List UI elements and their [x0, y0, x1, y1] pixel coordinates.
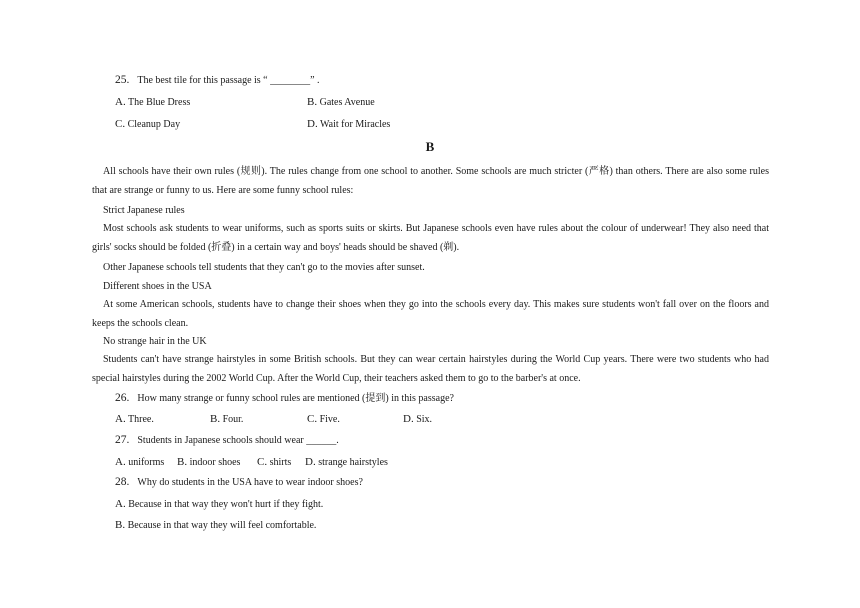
option-letter: A.	[115, 96, 126, 108]
paragraph-usa-shoes: At some American schools, students have to change their shoes when they go into the schools every day. This makes sure students won't fall over on the floors and keeps the schools clean.	[92, 299, 769, 329]
option-text: Because in that way they won't hurt if they fight.	[128, 499, 324, 510]
option-letter: B.	[210, 413, 221, 425]
option-text: shirts	[269, 457, 292, 468]
option-b	[307, 96, 375, 109]
option-letter: C.	[257, 456, 268, 468]
option-letter: C.	[115, 118, 126, 130]
question-stem: How many strange or funny school rules are mentioned (提到) in this passage?	[137, 393, 454, 404]
option-b	[177, 456, 240, 469]
option-text: strange hairstyles	[318, 457, 388, 468]
option-text: Cleanup Day	[127, 119, 181, 130]
option-text: Four.	[222, 414, 244, 425]
option-b	[115, 519, 316, 532]
question-25	[115, 74, 320, 87]
question-stem: Why do students in the USA have to wear indoor shoes?	[137, 477, 363, 488]
option-letter: D.	[307, 118, 318, 130]
heading-uk: No strange hair in the UK	[103, 336, 207, 347]
question-27	[115, 434, 339, 447]
heading-usa: Different shoes in the USA	[103, 281, 212, 292]
option-text: The Blue Dress	[128, 97, 191, 108]
option-letter: B.	[115, 519, 126, 531]
option-letter: B.	[177, 456, 188, 468]
question-number: 26.	[115, 392, 130, 404]
question-stem: The best tile for this passage is “ ________” .	[137, 75, 320, 86]
option-letter: A.	[115, 413, 126, 425]
option-letter: A.	[115, 456, 126, 468]
heading-japan: Strict Japanese rules	[103, 205, 185, 216]
paragraph-japan-uniforms: Most schools ask students to wear uniforms, such as sports suits or skirts. But Japanese schools even have rules about the colour of underwear! They also need that girls' socks should be folded (折叠) in a certain way and boys' heads should be shaved (剃).	[92, 223, 769, 253]
option-b	[210, 413, 243, 426]
option-text: Because in that way they will feel comfortable.	[127, 520, 317, 531]
option-a	[115, 456, 164, 469]
question-number: 28.	[115, 476, 130, 488]
option-text: Six.	[416, 414, 433, 425]
intro-paragraph: All schools have their own rules (规则). The rules change from one school to another. Some schools are much stricter (严格) than others. There are also some rules that are strange or funny to us. Here are some funny school rules:	[92, 166, 769, 196]
option-a	[115, 96, 190, 109]
option-text: Three.	[128, 414, 154, 425]
option-letter: D.	[403, 413, 414, 425]
option-a	[115, 498, 323, 511]
option-c	[115, 118, 180, 131]
option-c	[257, 456, 291, 469]
paragraph-uk-hair: Students can't have strange hairstyles in some British schools. But they can wear certain hairstyles during the World Cup years. There were two students who had special hairstyles during the 2002 World Cup. After the World Cup, their teachers asked them to go to the barber's at once.	[92, 354, 769, 384]
question-stem: Students in Japanese schools should wear ______.	[137, 435, 339, 446]
option-text: Gates Avenue	[319, 97, 375, 108]
option-c	[307, 413, 340, 426]
section-title: B	[425, 139, 435, 154]
question-28	[115, 476, 363, 489]
question-26	[115, 392, 454, 405]
option-letter: A.	[115, 498, 126, 510]
option-d	[403, 413, 432, 426]
option-d	[307, 118, 390, 131]
option-letter: C.	[307, 413, 318, 425]
option-text: uniforms	[128, 457, 165, 468]
option-letter: B.	[307, 96, 318, 108]
option-a	[115, 413, 154, 426]
option-letter: D.	[305, 456, 316, 468]
question-number: 27.	[115, 434, 130, 446]
option-text: Wait for Miracles	[320, 119, 391, 130]
paragraph-japan-movies: Other Japanese schools tell students that they can't go to the movies after sunset.	[103, 262, 425, 273]
option-text: Five.	[319, 414, 340, 425]
question-number: 25.	[115, 74, 130, 86]
option-d	[305, 456, 388, 469]
option-text: indoor shoes	[189, 457, 241, 468]
